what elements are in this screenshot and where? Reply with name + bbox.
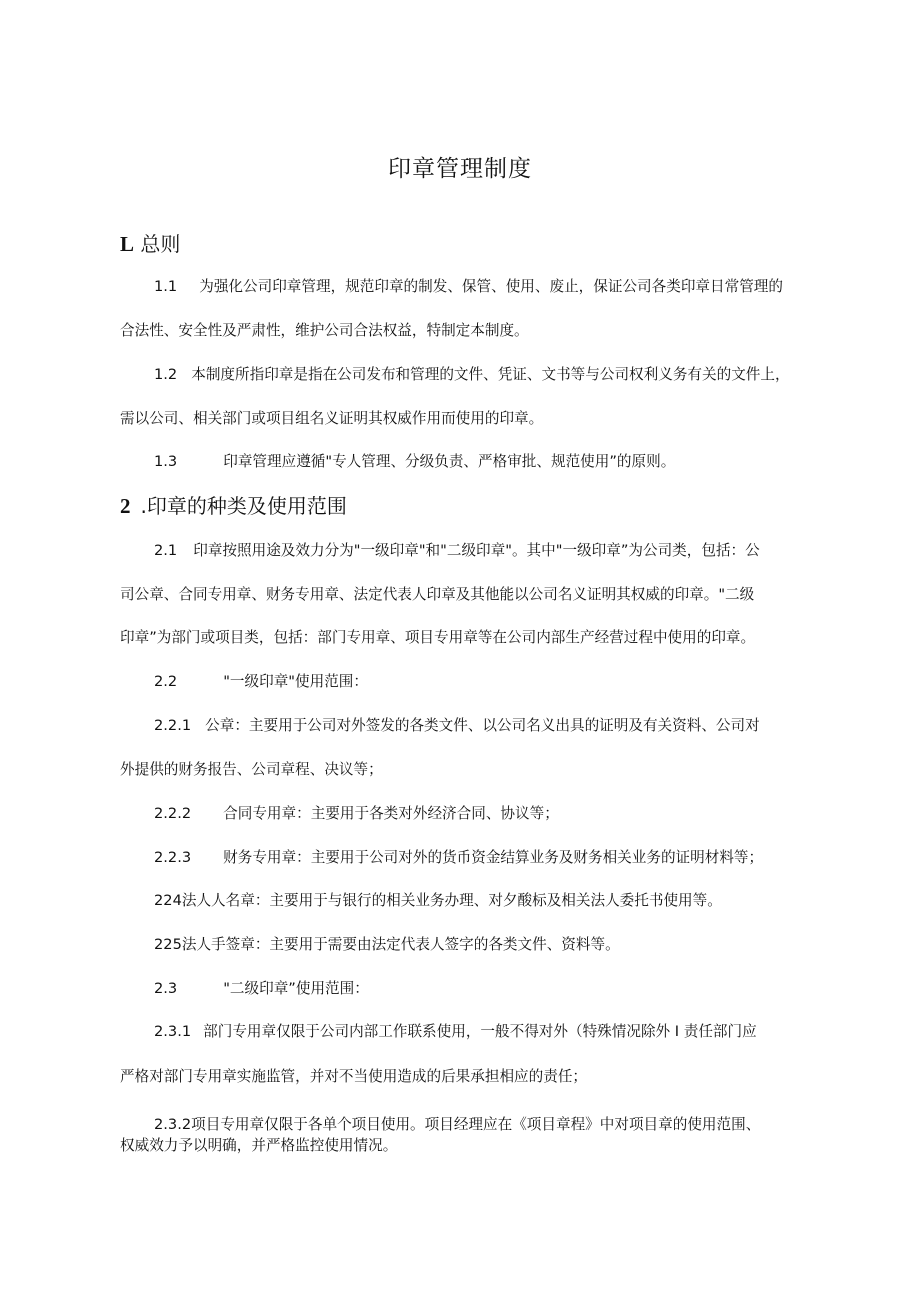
paragraph-line — [154, 671, 368, 693]
paragraph-line — [154, 715, 760, 737]
clause-text: 2.3.2项目专用章仅限于各单个项目使用。项目经理应在《项目章程》中对项目章的使用范围、 — [154, 1116, 761, 1133]
paragraph-line — [120, 408, 543, 430]
paragraph-line — [154, 978, 369, 1000]
paragraph-line — [154, 847, 763, 869]
paragraph-line — [154, 890, 722, 912]
paragraph-line — [120, 627, 755, 649]
paragraph-line — [154, 803, 559, 825]
clause-text: 严格对部门专用章实施监管，并对不当使用造成的后果承担相应的责任； — [120, 1068, 588, 1085]
section-heading-seal-types — [120, 492, 347, 520]
clause-number: 2.2 — [154, 673, 178, 690]
clause-number: 2.3.1 — [154, 1023, 192, 1040]
paragraph-line — [154, 276, 783, 298]
clause-number: 1.1 — [154, 278, 178, 295]
clause-number: 2.2.3 — [154, 849, 192, 866]
paragraph-line — [120, 1135, 397, 1157]
paragraph-line — [154, 1114, 760, 1136]
clause-text: 本制度所指印章是指在公司发布和管理的文件、凭证、文书等与公司权利义务有关的文件上， — [191, 366, 790, 383]
paragraph-line — [154, 451, 675, 473]
clause-text: "一级印章"使用范围： — [223, 673, 368, 690]
clause-text: 印章管理应遵循"专人管理、分级负责、严格审批、规范使用”的原则。 — [223, 453, 676, 470]
clause-text: 权威效力予以明确，并严格监控使用情况。 — [120, 1137, 398, 1154]
clause-number: 2.2.1 — [154, 717, 192, 734]
paragraph-line — [154, 540, 760, 562]
section-number: L — [120, 232, 135, 256]
clause-text: 财务专用章：主要用于公司对外的货币资金结算业务及财务相关业务的证明材料等； — [223, 849, 764, 866]
clause-text: "二级印章”使用范围： — [223, 980, 369, 997]
paragraph-line — [120, 320, 529, 342]
paragraph-line — [154, 1021, 757, 1043]
clause-text: 印章按照用途及效力分为"一级印章"和"二级印章"。其中"一级印章”为公司类，包括：公 — [193, 542, 760, 559]
paragraph-line — [120, 759, 383, 781]
clause-text: 印章”为部门或项目类，包括：部门专用章、项目专用章等在公司内部生产经营过程中使用的印章。 — [120, 629, 756, 646]
clause-text: 公章：主要用于公司对外签发的各类文件、以公司名义出具的证明及有关资料、公司对 — [205, 717, 760, 734]
clause-text: 司公章、合同专用章、财务专用章、法定代表人印章及其他能以公司名义证明其权威的印章。"二级 — [120, 586, 755, 603]
section-heading-general — [120, 230, 180, 258]
clause-text: 部门专用章仅限于公司内部工作联系使用，一般不得对外（特殊情况除外 I 责任部门应 — [203, 1023, 757, 1040]
clause-number: 2.2.2 — [154, 805, 192, 822]
paragraph-line — [154, 934, 620, 956]
paragraph-line — [120, 584, 754, 606]
clause-number: 1.3 — [154, 453, 178, 470]
clause-number: 2.1 — [154, 542, 178, 559]
section-title: 总则 — [140, 232, 181, 256]
clause-text: 224法人人名章：主要用于与银行的相关业务办理、对夕酸标及相关法人委托书使用等。 — [154, 892, 722, 909]
clause-text: 225法人手签章：主要用于需要由法定代表人签字的各类文件、资料等。 — [154, 936, 620, 953]
clause-text: 外提供的财务报告、公司章程、决议等； — [120, 761, 383, 778]
paragraph-line — [154, 364, 790, 386]
paragraph-line — [120, 1066, 587, 1088]
section-title: .印章的种类及使用范围 — [140, 494, 347, 518]
clause-text: 合同专用章：主要用于各类对外经济合同、协议等； — [223, 805, 559, 822]
section-number: 2 — [120, 494, 131, 518]
clause-text: 合法性、安全性及严肃性，维护公司合法权益，特制定本制度。 — [120, 322, 529, 339]
page-title: 印章管理制度 — [388, 156, 532, 182]
clause-number: 1.2 — [154, 366, 178, 383]
clause-number: 2.3 — [154, 980, 178, 997]
clause-text: 需以公司、相关部门或项目组名义证明其权威作用而使用的印章。 — [120, 410, 544, 427]
clause-text: 为强化公司印章管理，规范印章的制发、保管、使用、废止，保证公司各类印章日常管理的 — [199, 278, 783, 295]
